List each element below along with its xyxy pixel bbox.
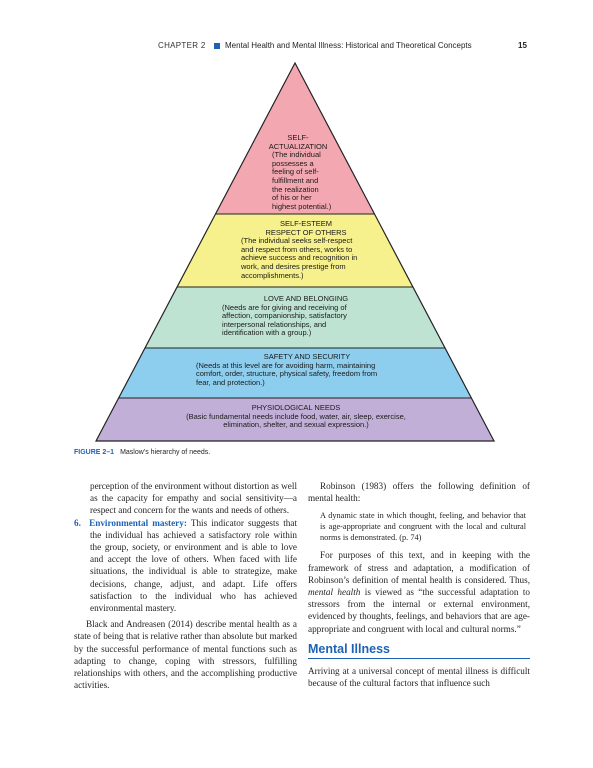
level-desc-line: achieve success and recognition in [241, 253, 358, 263]
level-desc-line: possesses a [272, 158, 314, 168]
section-rule [308, 658, 530, 659]
level-love-belonging [222, 295, 390, 338]
paragraph: Robinson (1983) offers the following definition of mental health: [308, 481, 530, 504]
level-self-actualization [258, 134, 338, 211]
page-number: 15 [518, 41, 527, 50]
level-title: PHYSIOLOGICAL NEEDS [251, 403, 341, 412]
level-desc-line: (Needs are for giving and receiving of [222, 302, 347, 312]
level-safety-security [196, 353, 418, 387]
right-column [308, 480, 530, 689]
paragraph: Black and Andreasen (2014) describe mental health as a state of being that is relative rather than absolute but marked by the successful performance of mental functions such as adapting to change, coping with stressors, fulfilling relationships with others, and the accomplishing productive activities. [74, 619, 297, 691]
level-desc-line: fear, and protection.) [196, 377, 265, 387]
text-run: is viewed as “the successful adaptation to stressors from the internal or external environment, evidenced by thoughts, feelings, and behaviors that are age-appropriate and congruent with local and cultural norms.” [308, 587, 530, 634]
level-title: SELF-ESTEEM [279, 219, 333, 228]
level-desc-line: work, and desires prestige from [241, 261, 346, 271]
emphasis: mental health [308, 587, 361, 598]
paragraph [308, 549, 530, 634]
level-desc-line: affection, companionship, satisfactory [222, 311, 347, 321]
level-desc-line: and respect from others, works to [241, 244, 353, 254]
level-title: RESPECT OF OTHERS [265, 227, 347, 237]
list-item-6 [74, 517, 297, 615]
figure-label: FIGURE 2–1 [74, 449, 115, 456]
level-desc-line: the realization [272, 184, 319, 194]
level-desc-line: accomplishments.) [241, 270, 304, 280]
level-title: SELF- [287, 133, 309, 142]
chapter-title: Mental Health and Mental Illness: Historical and Theoretical Concepts [225, 41, 472, 50]
level-title: SAFETY AND SECURITY [263, 352, 351, 361]
level-desc-line: interpersonal relationships, and [222, 319, 327, 329]
list-term: Environmental mastery: [89, 517, 187, 528]
level-desc-line: of his or her [272, 193, 312, 203]
level-title: ACTUALIZATION [268, 141, 328, 151]
text-run: For purposes of this text, and in keeping with the framework of stress and adaptation, a modification of Robinson’s definition of mental health is considered. Thus, [308, 550, 530, 585]
level-desc-line: feeling of self- [272, 167, 319, 177]
level-desc-line: identification with a group.) [222, 328, 312, 338]
level-desc-line: (The individual [272, 150, 321, 160]
list-text: This indicator suggests that the individual has achieved a satisfactory role within the group, society, or environment and is able to love and accept the love of others. When faced with life situations, the individual is able to strategize, make decisions, change, adjust, and adapt. Life offers satisfaction to the individual who has achieved environmental mastery. [90, 517, 297, 614]
level-desc-line: (Basic fundamental needs include food, water, air, sleep, exercise, [186, 411, 406, 421]
figure-caption [74, 449, 210, 456]
level-desc-line: fulfillment and [272, 175, 319, 185]
level-desc-line: elimination, shelter, and sexual expression.) [223, 420, 369, 430]
level-self-esteem [238, 220, 374, 280]
section-heading: Mental Illness [308, 641, 390, 656]
level-physiological [158, 404, 434, 430]
figure-caption-text: Maslow’s hierarchy of needs. [120, 449, 211, 456]
level-desc-line: highest potential.) [272, 201, 332, 211]
level-title: LOVE AND BELONGING [263, 294, 349, 303]
list-number: 6. [74, 517, 81, 528]
block-quote: A dynamic state in which thought, feeling, and behavior that is age-appropriate and congruent with the local and cultural norms is demonstrated. (p. 74) [320, 511, 526, 543]
chapter-label: CHAPTER 2 [158, 41, 206, 50]
paragraph: Arriving at a universal concept of mental illness is difficult because of the cultural factors that influence such [308, 666, 530, 689]
level-desc-line: (The individual seeks self-respect [241, 236, 353, 246]
left-column [74, 480, 297, 691]
paragraph: perception of the environment without distortion as well as the capacity for empathy and social sensitivity—a respect and concern for the wants and needs of others. [90, 481, 297, 516]
level-desc-line: comfort, order, structure, physical safety, freedom from [196, 369, 378, 379]
level-desc-line: (Needs at this level are for avoiding harm, maintaining [196, 360, 376, 370]
